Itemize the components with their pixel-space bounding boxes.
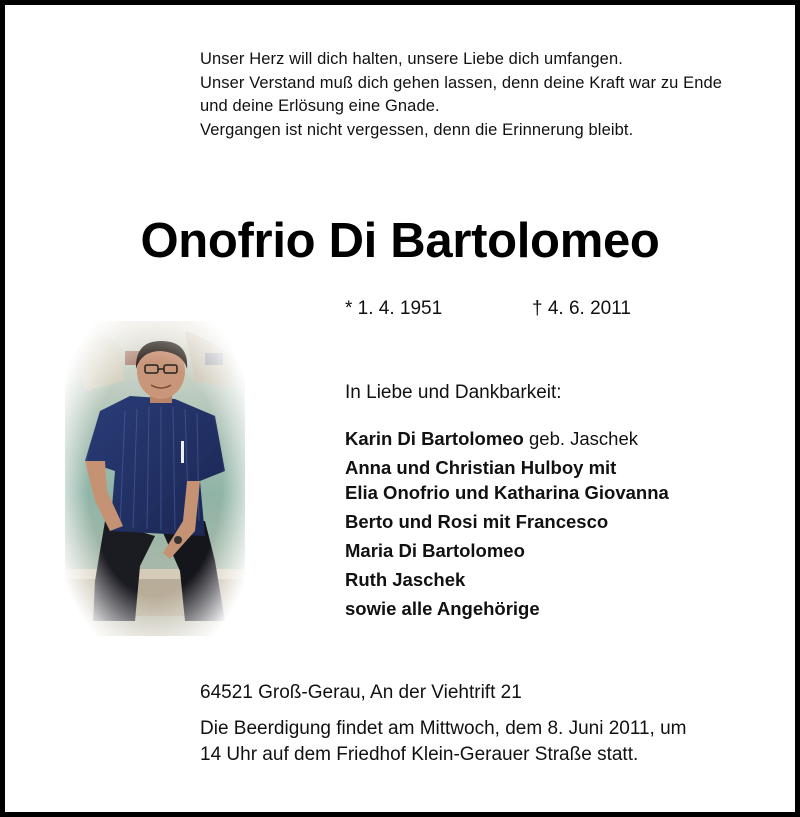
mourner-entry [345, 426, 669, 451]
poem-line: Vergangen ist nicht vergessen, denn die Erinnerung bleibt. [200, 120, 634, 139]
mourner-entry: Ruth Jaschek [345, 569, 466, 590]
mourners-list [345, 426, 669, 621]
deceased-name: Onofrio Di Bartolomeo [140, 214, 660, 268]
death-date: † 4. 6. 2011 [532, 298, 631, 319]
funeral-info [200, 716, 780, 768]
poem-line: Unser Verstand muß dich gehen lassen, denn deine Kraft war zu Ende [200, 73, 723, 92]
mourner-entry: Anna und Christian Hulboy mit [345, 457, 617, 478]
birth-date: * 1. 4. 1951 [345, 298, 443, 319]
memorial-poem [200, 48, 790, 142]
poem-line: und deine Erlösung eine Gnade. [200, 97, 440, 115]
mourner-name: Karin Di Bartolomeo [345, 428, 524, 449]
mourner-entry: sowie alle Angehörige [345, 598, 540, 619]
funeral-line: 14 Uhr auf dem Friedhof Klein-Gerauer Straße statt. [200, 744, 639, 765]
mourner-entry: Elia Onofrio und Katharina Giovanna [345, 482, 669, 503]
family-address: 64521 Groß-Gerau, An der Viehtrift 21 [200, 682, 522, 703]
mourner-entry: Berto und Rosi mit Francesco [345, 511, 609, 532]
mourner-maiden-name: geb. Jaschek [523, 428, 639, 449]
funeral-line: Die Beerdigung findet am Mittwoch, dem 8. Juni 2011, um [200, 718, 687, 739]
mourner-entry: Maria Di Bartolomeo [345, 540, 525, 561]
portrait-photo [65, 321, 245, 636]
poem-line: Unser Herz will dich halten, unsere Liebe dich umfangen. [200, 50, 623, 68]
mourners-intro: In Liebe und Dankbarkeit: [345, 382, 562, 403]
